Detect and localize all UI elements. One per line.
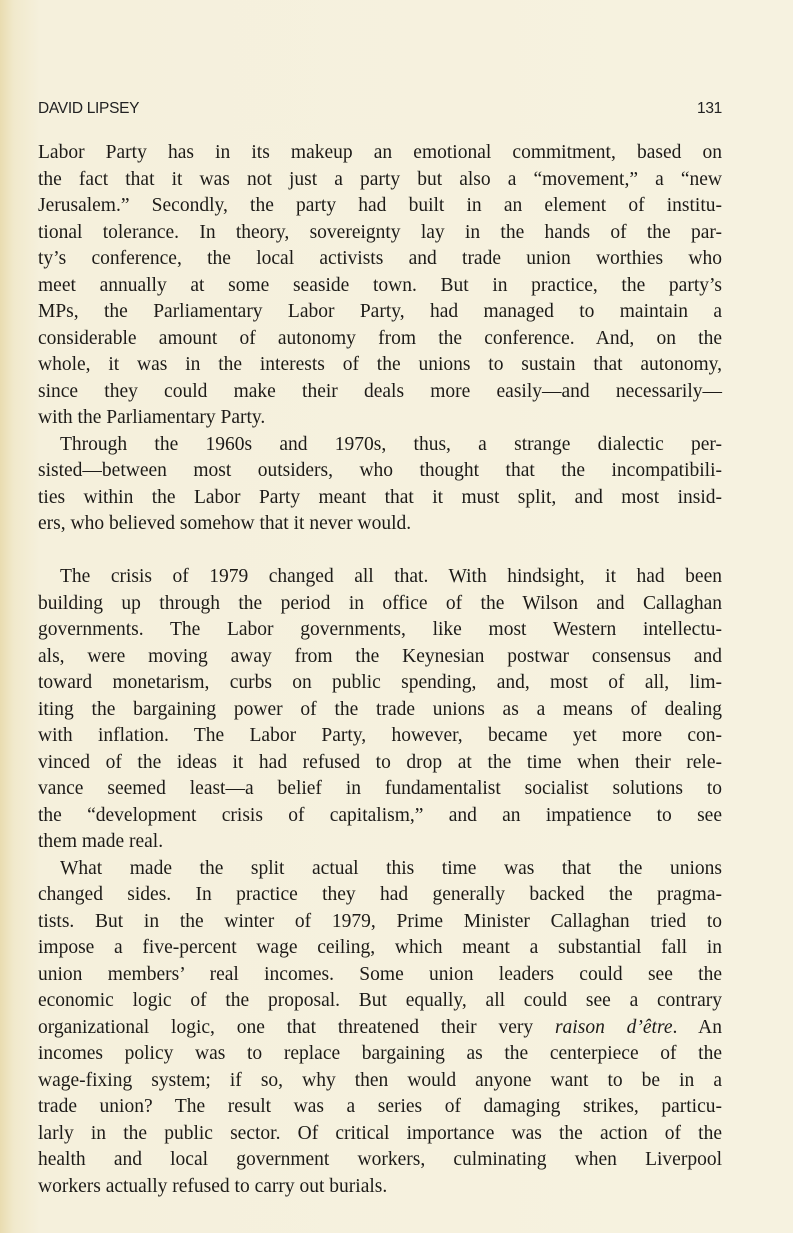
paragraph [38, 564, 722, 856]
text-line: toward monetarism, curbs on public spending, and, most of all, lim- [38, 672, 722, 693]
text-line: the “development crisis of capitalism,” and an impatience to see [38, 804, 722, 826]
text-line: considerable amount of autonomy from the conference. And, on the [38, 327, 722, 349]
text-line: organizational logic, one that threatened their very raison d’être. An [38, 1016, 722, 1038]
text-line: MPs, the Parliamentary Labor Party, had managed to maintain a [38, 301, 722, 322]
text-line: iting the bargaining power of the trade unions as a means of dealing [38, 698, 722, 720]
text-line: union members’ real incomes. Some union leaders could see the [38, 963, 722, 985]
text-line: ties within the Labor Party meant that it must split, and most insid- [38, 486, 722, 508]
text-line: with inflation. The Labor Party, however, became yet more con- [38, 725, 722, 746]
text-line: Through the 1960s and 1970s, thus, a strange dialectic per- [60, 433, 722, 455]
text-line: impose a five-percent wage ceiling, which meant a substantial fall in [38, 937, 722, 958]
text-line: vance seemed least—a belief in fundamentalist socialist solutions to [38, 778, 722, 799]
text-line: them made real. [38, 831, 164, 852]
text-line: workers actually refused to carry out burials. [38, 1175, 388, 1197]
paragraph [38, 432, 722, 538]
paragraph [38, 856, 722, 1201]
text-line: als, were moving away from the Keynesian postwar consensus and [38, 645, 722, 667]
text-line: ers, who believed somehow that it never would. [38, 513, 412, 534]
text-line: Labor Party has in its makeup an emotional commitment, based on [38, 142, 722, 163]
text-line: sisted—between most outsiders, who thought that the incompatibili- [38, 460, 722, 481]
text-line: Jerusalem.” Secondly, the party had built in an element of institu- [38, 195, 722, 216]
text-line: tists. But in the winter of 1979, Prime Minister Callaghan tried to [38, 910, 722, 932]
text-line: larly in the public sector. Of critical importance was the action of the [38, 1122, 722, 1144]
text-line: What made the split actual this time was that the unions [60, 857, 722, 879]
paragraph [38, 140, 722, 432]
running-head: DAVID LIPSEY [38, 100, 140, 117]
text-line: since they could make their deals more easily—and necessarily— [38, 380, 722, 402]
body-text [38, 140, 722, 1200]
page-number: 131 [697, 100, 722, 117]
text-line: governments. The Labor governments, like most Western intellectu- [38, 619, 722, 640]
text-line: meet annually at some seaside town. But in practice, the party’s [38, 274, 722, 296]
text-line: whole, it was in the interests of the unions to sustain that autonomy, [38, 354, 722, 375]
text-line: The crisis of 1979 changed all that. With hindsight, it had been [60, 566, 722, 587]
text-line: trade union? The result was a series of damaging strikes, particu- [38, 1096, 722, 1117]
text-line: the fact that it was not just a party but also a “movement,” a “new [38, 168, 722, 190]
text-line: economic logic of the proposal. But equally, all could see a contrary [38, 990, 722, 1011]
text-line: tional tolerance. In theory, sovereignty lay in the hands of the par- [38, 221, 722, 243]
text-line: vinced of the ideas it had refused to drop at the time when their rele- [38, 751, 722, 773]
italic-phrase: raison d’être [554, 1016, 673, 1038]
text-line: with the Parliamentary Party. [38, 407, 266, 428]
text-line: changed sides. In practice they had generally backed the pragma- [38, 884, 722, 905]
text-line: wage-fixing system; if so, why then would anyone want to be in a [38, 1069, 722, 1091]
text-line: ty’s conference, the local activists and trade union worthies who [38, 248, 722, 269]
section-break [38, 538, 722, 565]
text-line: incomes policy was to replace bargaining as the centerpiece of the [38, 1043, 722, 1064]
text-line: building up through the period in office of the Wilson and Callaghan [38, 592, 722, 614]
text-line: health and local government workers, culminating when Liverpool [38, 1149, 722, 1170]
